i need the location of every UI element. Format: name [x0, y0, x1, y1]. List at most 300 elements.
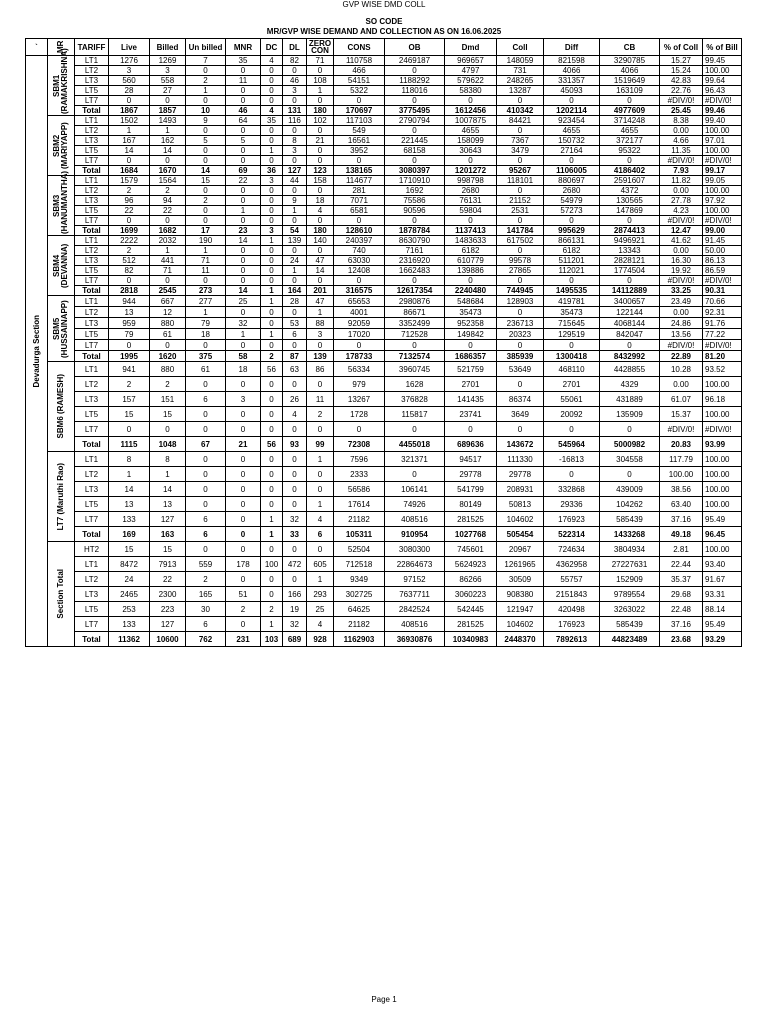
tariff-cell: Total [75, 226, 109, 236]
table-cell: 0 [261, 186, 283, 196]
table-cell: 23.49 [660, 296, 703, 307]
table-cell: 1 [109, 126, 150, 136]
table-cell: 104602 [497, 617, 544, 632]
table-cell: 72308 [334, 437, 385, 452]
table-cell: 176923 [544, 512, 600, 527]
table-cell: 24.86 [660, 318, 703, 329]
table-cell: 2531 [497, 206, 544, 216]
total-row [26, 632, 742, 647]
table-cell: 1 [261, 527, 283, 542]
table-cell: 521759 [445, 362, 497, 377]
table-cell: 7.93 [660, 166, 703, 176]
table-cell: 93.40 [703, 557, 742, 572]
table-cell: 35 [261, 116, 283, 126]
table-cell: 0 [186, 452, 226, 467]
table-cell: 0 [186, 156, 226, 166]
table-cell: 139886 [445, 266, 497, 276]
table-cell: 17614 [334, 497, 385, 512]
table-cell: 1162903 [334, 632, 385, 647]
table-cell: 47 [307, 296, 334, 307]
table-cell: 19 [283, 602, 307, 617]
table-cell: 0 [186, 482, 226, 497]
total-row [26, 226, 742, 236]
table-cell: 273 [186, 286, 226, 296]
table-cell: 0 [226, 512, 261, 527]
table-cell: 0 [445, 96, 497, 106]
table-row [26, 276, 742, 286]
table-cell: 93.52 [703, 362, 742, 377]
table-cell: 167 [109, 136, 150, 146]
table-cell: 712518 [334, 557, 385, 572]
table-cell: 96.45 [703, 527, 742, 542]
table-cell: 14112889 [600, 286, 660, 296]
table-cell: 1579 [109, 176, 150, 186]
table-cell: 2 [186, 572, 226, 587]
table-cell: 0 [445, 422, 497, 437]
table-cell: 331357 [544, 76, 600, 86]
table-row [26, 497, 742, 512]
table-cell: 0 [226, 266, 261, 276]
table-cell: 21182 [334, 512, 385, 527]
table-cell: 1662483 [385, 266, 445, 276]
table-cell: 103 [261, 632, 283, 647]
table-cell: 13 [150, 497, 186, 512]
table-cell: 35473 [544, 307, 600, 318]
table-cell: 30 [186, 602, 226, 617]
table-row [26, 318, 742, 329]
table-cell: 76131 [445, 196, 497, 206]
table-cell: 0 [150, 156, 186, 166]
table-cell: 2.81 [660, 542, 703, 557]
table-cell: 0 [283, 452, 307, 467]
table-cell: 15.37 [660, 407, 703, 422]
table-cell: 35.37 [660, 572, 703, 587]
table-cell: 0 [226, 527, 261, 542]
table-row [26, 422, 742, 437]
table-cell: 15 [109, 407, 150, 422]
table-cell: 0 [334, 96, 385, 106]
table-cell: 0 [334, 216, 385, 226]
table-cell: 14 [150, 482, 186, 497]
table-cell: 18 [307, 196, 334, 206]
column-header-label: MR [56, 40, 65, 54]
tariff-cell: HT2 [75, 542, 109, 557]
table-cell: 147869 [600, 206, 660, 216]
table-cell: 1692 [385, 186, 445, 196]
total-row [26, 351, 742, 362]
mr-group-cell [48, 236, 75, 296]
column-header: ` [26, 39, 48, 56]
table-cell: 0 [261, 206, 283, 216]
tariff-cell: LT1 [75, 176, 109, 186]
table-cell: 22.89 [660, 351, 703, 362]
table-cell: 0 [186, 422, 226, 437]
table-cell: 178733 [334, 351, 385, 362]
tariff-cell: Total [75, 286, 109, 296]
tariff-cell: LT1 [75, 116, 109, 126]
table-cell: 117.79 [660, 452, 703, 467]
table-cell: 0.00 [660, 377, 703, 392]
table-cell: 1 [261, 236, 283, 246]
table-cell: 0 [544, 467, 600, 482]
table-cell: 6 [307, 527, 334, 542]
table-cell: 0 [445, 340, 497, 351]
table-cell: 1 [186, 246, 226, 256]
mr-group-label: SBM2 (MARIYAPP) [52, 122, 69, 169]
table-cell: 731 [497, 66, 544, 76]
table-cell: 0 [283, 276, 307, 286]
table-cell: 100.00 [660, 467, 703, 482]
table-cell: 0 [600, 216, 660, 226]
table-cell: 165 [186, 587, 226, 602]
table-cell: 0 [497, 186, 544, 196]
table-cell: 112021 [544, 266, 600, 276]
table-cell: 19.92 [660, 266, 703, 276]
table-cell: 0 [261, 452, 283, 467]
table-cell: 8 [109, 452, 150, 467]
table-cell: 8.38 [660, 116, 703, 126]
table-row [26, 86, 742, 96]
table-cell: 49.18 [660, 527, 703, 542]
table-cell: 0 [261, 256, 283, 266]
table-cell: 610779 [445, 256, 497, 266]
table-cell: 2300 [150, 587, 186, 602]
table-cell: 14 [186, 166, 226, 176]
tariff-cell: LT5 [75, 206, 109, 216]
table-cell: 28 [283, 296, 307, 307]
table-cell: 27.78 [660, 196, 703, 206]
table-cell: 41.62 [660, 236, 703, 246]
table-cell: 93.99 [703, 437, 742, 452]
table-cell: 321371 [385, 452, 445, 467]
table-cell: 4455018 [385, 437, 445, 452]
table-cell: 20092 [544, 407, 600, 422]
table-cell: 541799 [445, 482, 497, 497]
table-cell: 7071 [334, 196, 385, 206]
table-cell: 1620 [150, 351, 186, 362]
table-cell: 2 [109, 246, 150, 256]
table-cell: 140 [307, 236, 334, 246]
table-cell: 2 [150, 377, 186, 392]
table-cell: 15 [150, 542, 186, 557]
table-cell: 0 [385, 422, 445, 437]
table-cell: 1564 [150, 176, 186, 186]
table-cell: 97.92 [703, 196, 742, 206]
table-cell: 6 [283, 329, 307, 340]
table-cell: 0 [261, 587, 283, 602]
table-cell: 79 [186, 318, 226, 329]
table-cell: 4428855 [600, 362, 660, 377]
mr-group-label: SBM1 (RAMAKRISHNA) [52, 47, 69, 114]
table-cell: 42.83 [660, 76, 703, 86]
table-row [26, 512, 742, 527]
table-cell: 14 [150, 146, 186, 156]
mr-group-cell [48, 116, 75, 176]
table-cell: 0 [445, 276, 497, 286]
table-cell: 3 [283, 146, 307, 156]
table-cell: 14 [226, 236, 261, 246]
table-cell: 4797 [445, 66, 497, 76]
tariff-cell: LT7 [75, 276, 109, 286]
table-cell: 689636 [445, 437, 497, 452]
table-cell: 123 [307, 166, 334, 176]
table-cell: 0 [600, 422, 660, 437]
table-cell: 0 [226, 422, 261, 437]
table-cell: 9496921 [600, 236, 660, 246]
table-cell: 0 [226, 156, 261, 166]
table-cell: 0 [261, 422, 283, 437]
table-cell: 4977609 [600, 106, 660, 116]
table-cell: 1628 [385, 377, 445, 392]
table-cell: 16.30 [660, 256, 703, 266]
table-cell: 55061 [544, 392, 600, 407]
tariff-cell: LT5 [75, 497, 109, 512]
table-cell: 4.23 [660, 206, 703, 216]
table-cell: 223 [150, 602, 186, 617]
table-cell: 0 [497, 422, 544, 437]
table-cell: 18 [226, 362, 261, 377]
table-cell: 0 [261, 156, 283, 166]
table-row [26, 542, 742, 557]
tariff-cell: LT3 [75, 136, 109, 146]
table-cell: 2842524 [385, 602, 445, 617]
table-cell: 163109 [600, 86, 660, 96]
table-cell: 744945 [497, 286, 544, 296]
table-cell: 104602 [497, 512, 544, 527]
table-cell: 1188292 [385, 76, 445, 86]
table-cell: 10.28 [660, 362, 703, 377]
table-cell: 50813 [497, 497, 544, 512]
table-cell: 0 [385, 276, 445, 286]
table-cell: 100.00 [703, 186, 742, 196]
table-cell: 28 [109, 86, 150, 96]
table-cell: 100.00 [703, 542, 742, 557]
table-cell: 93.29 [703, 632, 742, 647]
table-cell: 376828 [385, 392, 445, 407]
table-cell: 6182 [544, 246, 600, 256]
table-cell: 4 [283, 407, 307, 422]
table-cell: 0 [544, 156, 600, 166]
table-cell: 2701 [544, 377, 600, 392]
table-cell: #DIV/0! [703, 156, 742, 166]
table-cell: 420498 [544, 602, 600, 617]
table-cell: 8630790 [385, 236, 445, 246]
table-cell: 2701 [445, 377, 497, 392]
table-cell: 135909 [600, 407, 660, 422]
tariff-cell: Total [75, 166, 109, 176]
table-cell: 0 [186, 216, 226, 226]
table-cell: 1 [226, 206, 261, 216]
table-cell: 0 [600, 340, 660, 351]
table-cell: 1 [307, 497, 334, 512]
table-cell: 715645 [544, 318, 600, 329]
table-cell: 50.00 [703, 246, 742, 256]
table-cell: 0 [226, 216, 261, 226]
table-cell: 472 [283, 557, 307, 572]
table-cell: 2 [186, 76, 226, 86]
table-cell: 1 [150, 467, 186, 482]
table-cell: 248265 [497, 76, 544, 86]
table-cell: 0 [226, 377, 261, 392]
table-cell: 1 [307, 452, 334, 467]
column-header: ZERO CON [307, 39, 334, 56]
table-cell: 1027768 [445, 527, 497, 542]
table-cell: 0 [385, 96, 445, 106]
table-cell: 86374 [497, 392, 544, 407]
table-cell: 127 [150, 617, 186, 632]
table-cell: 21152 [497, 196, 544, 206]
table-cell: 3 [109, 66, 150, 76]
table-cell: 0 [226, 407, 261, 422]
table-cell: 82 [109, 266, 150, 276]
table-cell: 81.20 [703, 351, 742, 362]
table-cell: 86671 [385, 307, 445, 318]
table-cell: 0 [261, 126, 283, 136]
table-cell: 157 [109, 392, 150, 407]
table-cell: 0 [307, 156, 334, 166]
mr-group-label: SBM3 (HANUMANTHA) [52, 170, 69, 234]
table-row [26, 186, 742, 196]
table-cell: 32 [283, 512, 307, 527]
table-cell: 3400657 [600, 296, 660, 307]
mr-group-label: Section Total [56, 569, 65, 619]
table-cell: 13343 [600, 246, 660, 256]
table-cell: 959 [109, 318, 150, 329]
table-cell: 928 [307, 632, 334, 647]
table-cell: 7892613 [544, 632, 600, 647]
table-cell: 0 [307, 96, 334, 106]
tariff-cell: LT3 [75, 482, 109, 497]
table-cell: 0 [497, 276, 544, 286]
column-header: Billed [150, 39, 186, 56]
table-cell: 88.14 [703, 602, 742, 617]
table-cell: 1857 [150, 106, 186, 116]
table-cell: 3 [261, 176, 283, 186]
table-cell: 304558 [600, 452, 660, 467]
table-cell: 549 [334, 126, 385, 136]
table-cell: 5 [226, 136, 261, 146]
table-cell: 3 [261, 226, 283, 236]
tariff-cell: LT1 [75, 362, 109, 377]
table-cell: 99.46 [703, 106, 742, 116]
table-cell: 0 [261, 216, 283, 226]
table-cell: 95.49 [703, 617, 742, 632]
table-row [26, 146, 742, 156]
table-cell: 93 [283, 437, 307, 452]
table-cell: 127 [283, 166, 307, 176]
table-cell: 2828121 [600, 256, 660, 266]
table-cell: 0 [385, 156, 445, 166]
table-cell: 96 [109, 196, 150, 206]
table-cell: 2874413 [600, 226, 660, 236]
total-row [26, 286, 742, 296]
table-row [26, 557, 742, 572]
table-cell: 1 [226, 329, 261, 340]
table-cell: 208931 [497, 482, 544, 497]
tariff-cell: LT5 [75, 266, 109, 276]
table-cell: 150732 [544, 136, 600, 146]
table-cell: 61 [186, 362, 226, 377]
table-cell: 94517 [445, 452, 497, 467]
table-cell: 180 [307, 106, 334, 116]
table-cell: 152909 [600, 572, 660, 587]
table-cell: 0 [307, 482, 334, 497]
tariff-cell: LT5 [75, 329, 109, 340]
mr-group-label: SBM6 (RAMESH) [56, 374, 65, 439]
table-cell: 0 [186, 96, 226, 106]
table-cell: 1276 [109, 56, 150, 66]
table-cell: 100.00 [703, 497, 742, 512]
column-header: CONS [334, 39, 385, 56]
table-cell: 2 [109, 377, 150, 392]
table-cell: 408516 [385, 617, 445, 632]
table-cell: -16813 [544, 452, 600, 467]
table-cell: 842047 [600, 329, 660, 340]
mr-group-cell [48, 452, 75, 542]
table-cell: 560 [109, 76, 150, 86]
table-cell: 0 [261, 246, 283, 256]
table-cell: 0 [186, 206, 226, 216]
table-row [26, 176, 742, 186]
table-cell: 2 [261, 351, 283, 362]
table-cell: 100.00 [703, 126, 742, 136]
table-cell: 1106005 [544, 166, 600, 176]
table-cell: 69 [226, 166, 261, 176]
table-cell: 18 [186, 329, 226, 340]
table-cell: 46 [226, 106, 261, 116]
table-cell: 6 [186, 527, 226, 542]
table-cell: 1 [307, 86, 334, 96]
table-cell: 332868 [544, 482, 600, 497]
table-cell: 0 [385, 126, 445, 136]
table-cell: 0 [385, 340, 445, 351]
table-cell: #DIV/0! [703, 276, 742, 286]
table-cell: 148059 [497, 56, 544, 66]
table-cell: 176923 [544, 617, 600, 632]
table-cell: 941 [109, 362, 150, 377]
table-cell: 995629 [544, 226, 600, 236]
table-cell: 99.17 [703, 166, 742, 176]
table-cell: 99578 [497, 256, 544, 266]
table-cell: 1682 [150, 226, 186, 236]
table-cell: 91.76 [703, 318, 742, 329]
table-cell: 0 [226, 66, 261, 76]
table-cell: 29.68 [660, 587, 703, 602]
column-header: DL [283, 39, 307, 56]
table-cell: 0 [109, 96, 150, 106]
table-cell: 53 [283, 318, 307, 329]
table-cell: 1774504 [600, 266, 660, 276]
table-cell: 6 [186, 392, 226, 407]
table-cell: 0 [334, 276, 385, 286]
table-cell: 27865 [497, 266, 544, 276]
table-cell: 0 [600, 467, 660, 482]
table-cell: 9789554 [600, 587, 660, 602]
table-cell: 44823489 [600, 632, 660, 647]
table-row [26, 266, 742, 276]
table-row [26, 329, 742, 340]
table-cell: 1202114 [544, 106, 600, 116]
table-cell: #DIV/0! [660, 96, 703, 106]
table-cell: 0 [261, 482, 283, 497]
table-cell: 4329 [600, 377, 660, 392]
tariff-cell: LT7 [75, 617, 109, 632]
table-cell: 67 [186, 437, 226, 452]
table-row [26, 377, 742, 392]
table-cell: 1048 [150, 437, 186, 452]
table-cell: 23.68 [660, 632, 703, 647]
table-cell: 0 [445, 156, 497, 166]
